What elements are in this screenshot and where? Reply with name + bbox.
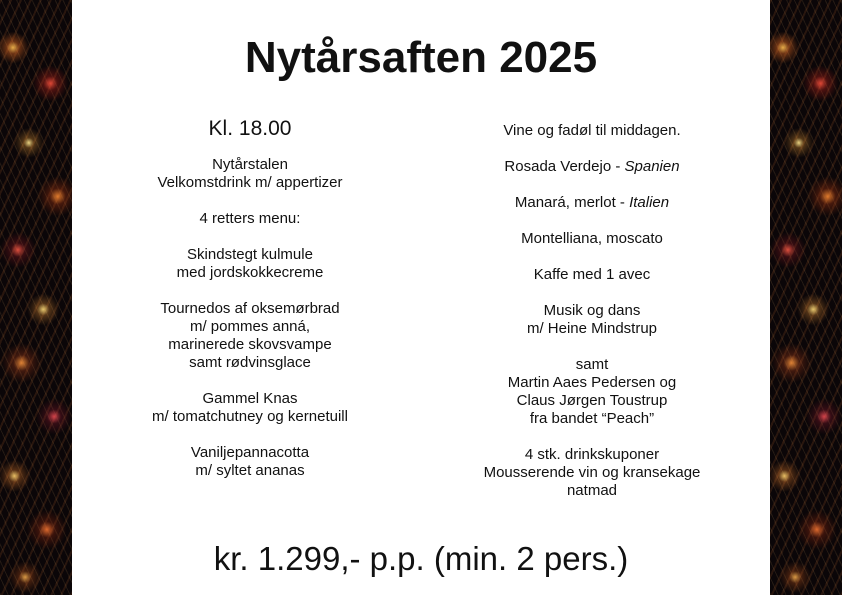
menu-heading-group bbox=[100, 210, 400, 228]
band-line: Martin Aaes Pedersen og bbox=[507, 374, 677, 391]
fireworks-border-left bbox=[0, 0, 72, 595]
band-group bbox=[442, 356, 742, 428]
wine-origin: Spanien bbox=[624, 158, 680, 175]
course-line: m/ pommes anná, bbox=[189, 318, 311, 335]
wine-2 bbox=[442, 194, 742, 212]
start-time: Kl. 18.00 bbox=[208, 117, 292, 140]
course-line: Vaniljepannacotta bbox=[190, 444, 310, 461]
fireworks-border-right bbox=[770, 0, 842, 595]
course-line: samt rødvinsglace bbox=[189, 354, 311, 371]
page-title: Nytårsaften 2025 bbox=[244, 33, 598, 82]
extras-line: Mousserende vin og kransekage bbox=[483, 464, 701, 481]
music-line: Musik og dans bbox=[543, 302, 641, 319]
course-2 bbox=[100, 300, 400, 372]
coffee-line: Kaffe med 1 avec bbox=[533, 266, 651, 283]
course-line: Skindstegt kulmule bbox=[187, 246, 313, 263]
wine-line bbox=[442, 158, 742, 176]
course-line: m/ tomatchutney og kernetuill bbox=[152, 408, 348, 425]
menu-heading: 4 retters menu: bbox=[199, 210, 301, 227]
course-4 bbox=[100, 444, 400, 480]
music-line: m/ Heine Mindstrup bbox=[526, 320, 658, 337]
course-line: Gammel Knas bbox=[202, 390, 298, 407]
extras-line: natmad bbox=[566, 482, 618, 499]
wine-line bbox=[442, 194, 742, 212]
wine-heading: Vine og fadøl til middagen. bbox=[503, 122, 681, 139]
wine-line: Montelliana, moscato bbox=[521, 230, 663, 247]
welcome-line: Velkomstdrink m/ appertizer bbox=[157, 174, 343, 191]
music-group bbox=[442, 302, 742, 338]
course-line: Tournedos af oksemørbrad bbox=[160, 300, 340, 317]
wine-origin: Italien bbox=[629, 194, 670, 211]
price-line: kr. 1.299,- p.p. (min. 2 pers.) bbox=[213, 540, 629, 577]
wine-name: Rosada Verdejo - bbox=[504, 158, 625, 175]
welcome-group bbox=[100, 156, 400, 192]
extras-line: 4 stk. drinkskuponer bbox=[524, 446, 660, 463]
course-1 bbox=[100, 246, 400, 282]
extras-group bbox=[442, 446, 742, 500]
wine-name: Manará, merlot - bbox=[514, 194, 630, 211]
band-line: fra bandet “Peach” bbox=[529, 410, 655, 427]
wine-heading-group bbox=[442, 122, 742, 140]
course-line: med jordskokkecreme bbox=[176, 264, 324, 281]
coffee-group bbox=[442, 266, 742, 284]
course-line: marinerede skovsvampe bbox=[168, 336, 332, 353]
band-line: samt bbox=[575, 356, 609, 373]
course-line: m/ syltet ananas bbox=[195, 462, 305, 479]
wine-1 bbox=[442, 158, 742, 176]
band-line: Claus Jørgen Toustrup bbox=[516, 392, 668, 409]
course-3 bbox=[100, 390, 400, 426]
menu-column bbox=[100, 118, 400, 498]
welcome-line: Nytårstalen bbox=[212, 156, 288, 173]
drinks-entertainment-column bbox=[442, 122, 742, 518]
wine-3 bbox=[442, 230, 742, 248]
